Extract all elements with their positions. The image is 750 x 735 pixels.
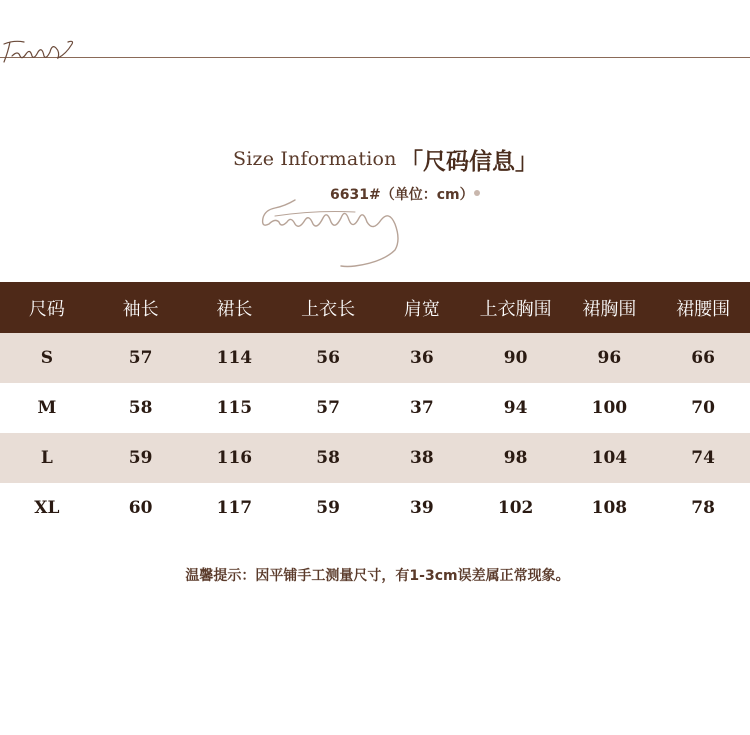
table-cell: 74 (656, 433, 750, 483)
table-cell: M (37, 398, 57, 418)
column-header: 袖长 (94, 282, 188, 333)
table-cell: 59 (94, 433, 188, 483)
column-header: 裙胸围 (563, 282, 657, 333)
table-cell: 59 (316, 498, 340, 518)
table-cell: 56 (281, 333, 375, 383)
column-header: 肩宽 (375, 282, 469, 333)
handwritten-signature-icon (0, 34, 80, 68)
measurement-note: 温馨提示：因平铺手工测量尺寸，有1-3cm误差属正常现象。 (185, 568, 570, 584)
title-chinese: 「尺码信息」 (400, 149, 538, 175)
size-table (0, 282, 750, 533)
table-cell: 94 (503, 398, 528, 418)
table-cell: 38 (375, 433, 469, 483)
column-header: 上衣胸围 (469, 282, 563, 333)
table-cell: 108 (591, 498, 628, 518)
table-cell: 78 (691, 498, 715, 518)
table-cell: 114 (188, 333, 282, 383)
table-cell: 104 (563, 433, 657, 483)
table-row (0, 383, 750, 433)
column-header: 裙长 (188, 282, 282, 333)
table-cell: 36 (375, 333, 469, 383)
table-cell: L (0, 433, 94, 483)
table-cell: 58 (281, 433, 375, 483)
table-cell: S (0, 333, 94, 383)
top-divider-line (0, 57, 750, 58)
table-cell: 57 (94, 333, 188, 383)
table-cell: 66 (656, 333, 750, 383)
table-cell: 70 (691, 398, 715, 418)
table-cell: 100 (591, 398, 628, 418)
table-row (0, 483, 750, 533)
table-cell: 39 (410, 498, 434, 518)
table-cell: 90 (469, 333, 563, 383)
table-row (0, 333, 750, 383)
column-header: 上衣长 (281, 282, 375, 333)
table-cell: 60 (128, 498, 153, 518)
table-cell: XL (34, 498, 60, 518)
column-header: 尺码 (0, 282, 94, 333)
table-cell: 116 (188, 433, 282, 483)
table-cell: 117 (216, 498, 253, 518)
table-cell: 37 (410, 398, 434, 418)
column-header: 裙腰围 (656, 282, 750, 333)
table-cell: 102 (497, 498, 534, 518)
title-english: Size Information (233, 148, 397, 170)
table-cell: 58 (128, 398, 153, 418)
table-row (0, 433, 750, 483)
table-cell: 57 (316, 398, 340, 418)
table-cell: 96 (563, 333, 657, 383)
decorative-dot (474, 190, 480, 196)
table-header-row (0, 282, 750, 333)
table-cell: 98 (469, 433, 563, 483)
subtitle-unit: 6631#（单位：cm） (330, 187, 474, 203)
table-cell: 115 (216, 398, 253, 418)
